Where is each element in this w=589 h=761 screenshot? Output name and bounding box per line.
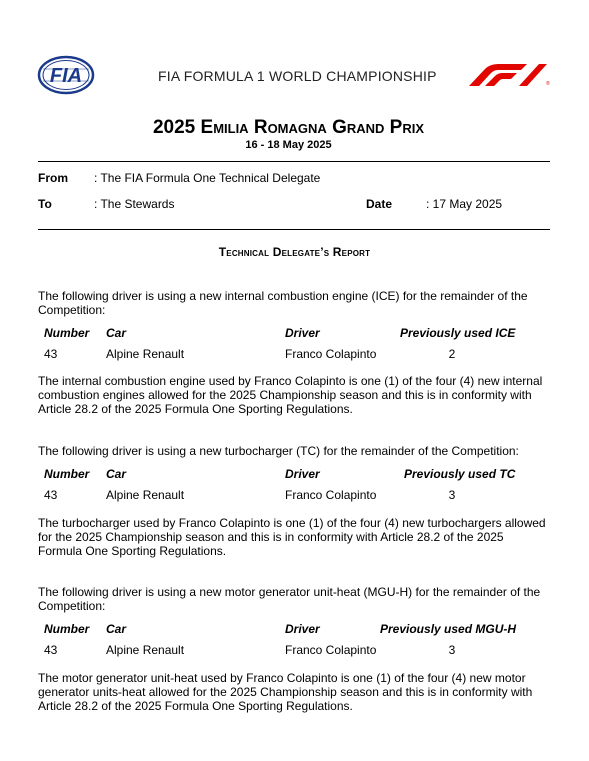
header-car: Car: [106, 467, 127, 481]
to-value: : The Stewards: [94, 197, 175, 211]
header-driver: Driver: [285, 467, 320, 481]
cell-number: 43: [44, 643, 58, 657]
cell-driver: Franco Colapinto: [285, 488, 377, 502]
cell-number: 43: [44, 488, 58, 502]
header-previously-used: Previously used ICE: [400, 326, 516, 340]
report-title: Technical Delegate’s Report: [218, 245, 371, 259]
cell-car: Alpine Renault: [106, 347, 185, 361]
cell-car: Alpine Renault: [106, 643, 185, 657]
cell-previously-used: 2: [448, 347, 456, 361]
cell-driver: Franco Colapinto: [285, 347, 377, 361]
section-intro-ice: The following driver is using a new internal combustion engine (ICE) for the remainder of the Competition:: [38, 289, 528, 317]
divider-bottom: [38, 229, 550, 230]
championship-title: FIA FORMULA 1 WORLD CHAMPIONSHIP: [158, 68, 437, 84]
header-number: Number: [44, 622, 90, 636]
to-label: To: [38, 197, 52, 211]
header-number: Number: [44, 326, 90, 340]
cell-number: 43: [44, 347, 58, 361]
svg-text:®: ®: [546, 81, 550, 87]
header-driver: Driver: [285, 326, 320, 340]
header-driver: Driver: [285, 622, 320, 636]
section-intro-tc: The following driver is using a new turbocharger (TC) for the remainder of the Competition:: [38, 444, 519, 458]
section-note-ice: The internal combustion engine used by Franco Colapinto is one (1) of the four (4) new internal combustion engines allowed for the 2025 Championship season and this is in conformity with Article 28.2 of the 2025 Formula One Sporting Regulations.: [38, 374, 543, 416]
header-car: Car: [106, 326, 127, 340]
header-number: Number: [44, 467, 90, 481]
header-car: Car: [106, 622, 127, 636]
cell-previously-used: 3: [448, 488, 456, 502]
section-intro-mguh: The following driver is using a new motor generator unit-heat (MGU-H) for the remainder of the Competition:: [38, 585, 541, 613]
cell-previously-used: 3: [448, 643, 456, 657]
document-header: [0, 0, 577, 110]
event-title: [0, 117, 577, 139]
divider-top: [38, 161, 550, 162]
date-label: Date: [366, 197, 393, 211]
svg-text:FIA: FIA: [49, 65, 83, 87]
event-dates: 16 - 18 May 2025: [245, 139, 332, 151]
f1-logo-icon: [467, 62, 549, 86]
fia-logo-icon: [37, 55, 95, 95]
header-previously-used: Previously used TC: [404, 467, 516, 481]
section-note-mguh: The motor generator unit-heat used by Franco Colapinto is one (1) of the four (4) new motor generator units-heat allowed for the 2025 Championship season and this is in conformity with Article 28.2 of the 2025 Formula One Sporting Regulations.: [38, 671, 533, 713]
from-label: From: [38, 171, 68, 185]
cell-driver: Franco Colapinto: [285, 643, 377, 657]
event-title-year: 2025: [152, 117, 196, 138]
cell-car: Alpine Renault: [106, 488, 185, 502]
date-value: : 17 May 2025: [426, 197, 503, 211]
from-value: : The FIA Formula One Technical Delegate: [94, 171, 321, 185]
header-previously-used: Previously used MGU-H: [380, 622, 517, 636]
event-title-name: Emilia Romagna Grand Prix: [200, 117, 425, 138]
section-note-tc: The turbocharger used by Franco Colapinto is one (1) of the four (4) new turbochargers allowed for the 2025 Championship season and this is in conformity with Article 28.2 of the 2025 Formula One Sporting Regulations.: [38, 516, 546, 558]
